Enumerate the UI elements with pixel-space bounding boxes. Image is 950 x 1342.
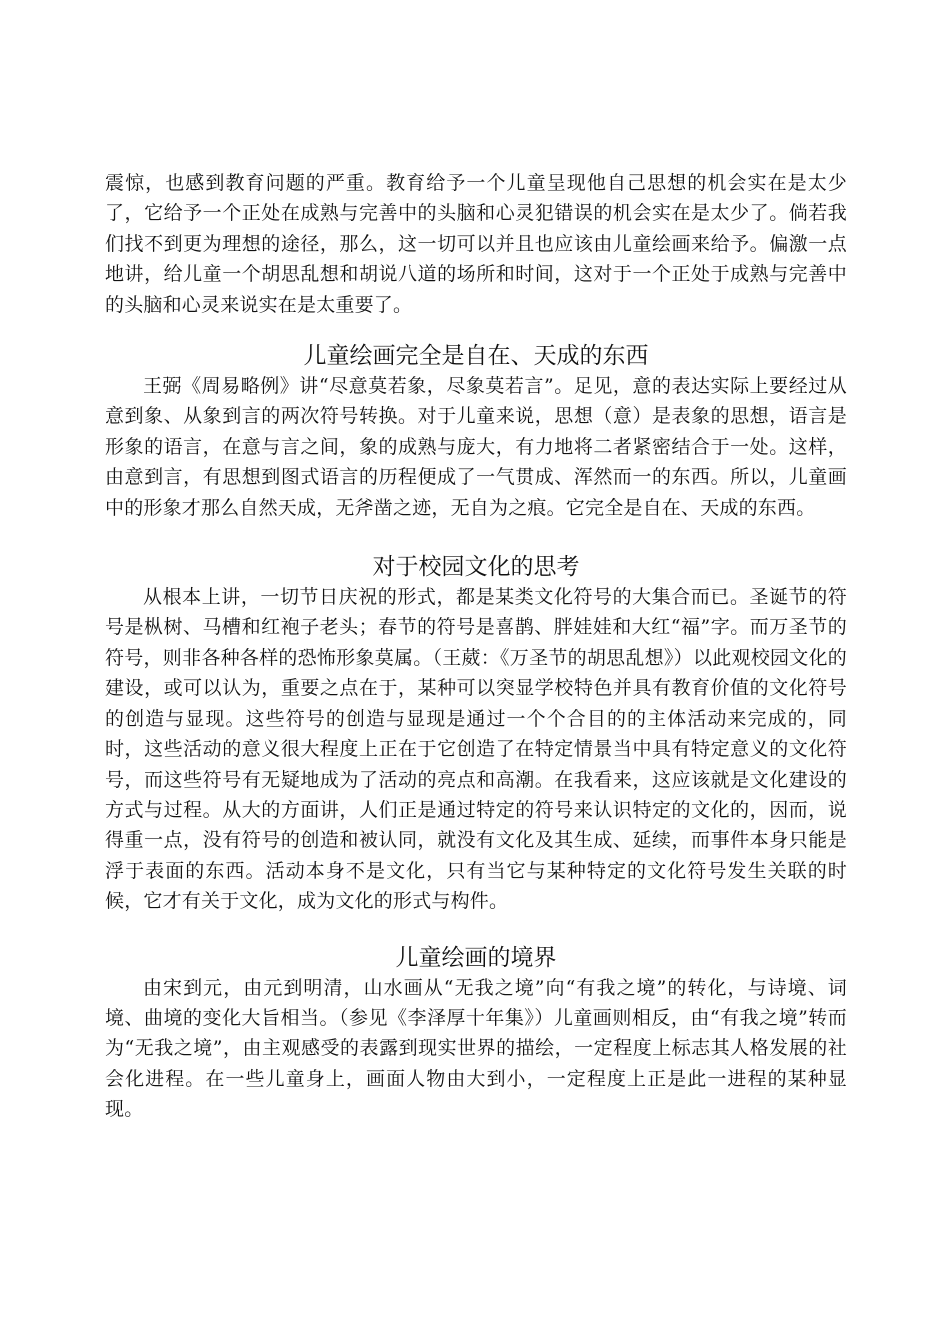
section-paragraph: 王弼《周易略例》讲“尽意莫若象，尽象莫若言”。足见，意的表达实际上要经过从意到象、从象到言的两次符号转换。对于儿童来说，思想（意）是表象的思想，语言是形象的语言，在意与言之间，象的成熟与庞大，有力地将二者紧密结合于一处。这样，由意到言，有思想到图式语言的历程便成了一气贯成、浑然而一的东西。所以，儿童画中的形象才那么自然天成，无斧凿之迹，无自为之痕。它完全是自在、天成的东西。 <box>105 375 847 519</box>
document-page <box>105 168 847 1125</box>
section-paragraph: 从根本上讲，一切节日庆祝的形式，都是某类文化符号的大集合而已。圣诞节的符号是枞树、马槽和红袍子老头；春节的符号是喜鹊、胖娃娃和大红“福”字。而万圣节的符号，则非各种各样的恐怖形象莫属。（王葳：《万圣节的胡思乱想》）以此观校园文化的建设，或可以认为，重要之点在于，某种可以突显学校特色并具有教育价值的文化符号的创造与显现。这些符号的创造与显现是通过一个个合目的的主体活动来完成的，同时，这些活动的意义很大程度上正在于它创造了在特定情景当中具有特定意义的文化符号，而这些符号有无疑地成为了活动的亮点和高潮。在我看来，这应该就是文化建设的方式与过程。从大的方面讲，人们正是通过特定的符号来认识特定的文化的，因而，说得重一点，没有符号的创造和被认同，就没有文化及其生成、延续，而事件本身只能是浮于表面的东西。活动本身不是文化，只有当它与某种特定的文化符号发生关联的时候，它才有关于文化，成为文化的形式与构件。 <box>105 586 847 913</box>
section-heading: 对于校园文化的思考 <box>372 554 580 581</box>
intro-paragraph: 震惊，也感到教育问题的严重。教育给予一个儿童呈现他自己思想的机会实在是太少了，它给予一个正处在成熟与完善中的头脑和心灵犯错误的机会实在是太少了。倘若我们找不到更为理想的途径，那么，这一切可以并且也应该由儿童绘画来给予。偏激一点地讲，给儿童一个胡思乱想和胡说八道的场所和时间，这对于一个正处于成熟与完善中的头脑和心灵来说实在是太重要了。 <box>105 172 847 316</box>
section-gap <box>105 917 847 943</box>
section-drawing-realm <box>105 943 847 1125</box>
section-campus-culture <box>105 552 847 916</box>
section-paragraph: 由宋到元，由元到明清，山水画从“无我之境”向“有我之境”的转化，与诗境、词境、曲境的变化大旨相当。（参见《李泽厚十年集》）儿童画则相反，由“有我之境”转而为“无我之境”，由主观感受的表露到现实世界的描绘，一定程度上标志其人格发展的社会化进程。在一些儿童身上，画面人物由大到小，一定程度上正是此一进程的某种显现。 <box>105 976 847 1121</box>
section-heading: 儿童绘画完全是自在、天成的东西 <box>303 343 649 370</box>
section-natural-drawing <box>105 341 847 523</box>
section-gap <box>105 320 847 341</box>
section-heading: 儿童绘画的境界 <box>395 944 557 971</box>
section-gap <box>105 523 847 552</box>
